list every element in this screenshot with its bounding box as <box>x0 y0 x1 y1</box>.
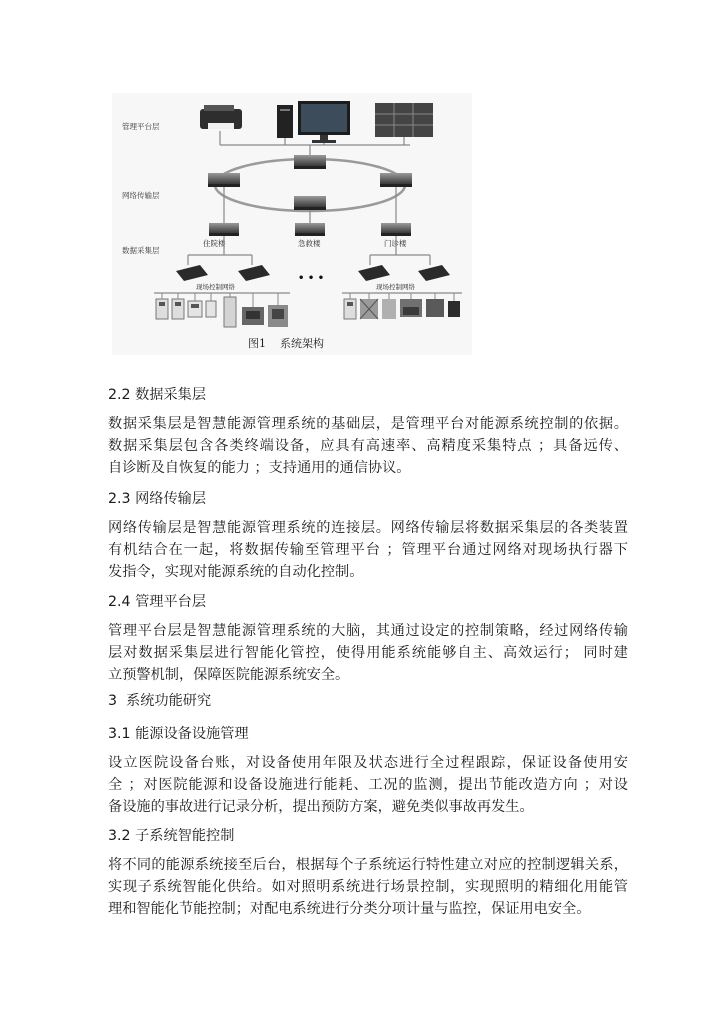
field-network-label-left: 现场控制网络 <box>196 283 235 291</box>
building-label-c: 门诊楼 <box>384 239 407 248</box>
building-switch-c-icon <box>381 223 411 236</box>
cabinet-icon <box>224 297 236 327</box>
system-architecture-figure <box>112 93 472 355</box>
core-switch-icon <box>294 155 326 169</box>
equipment-photo-icon <box>448 301 460 317</box>
equipment-photo-icon <box>360 299 378 319</box>
section-heading-3-1: 3.1 能源设备设施管理 <box>108 726 249 742</box>
building-switch-a-icon <box>209 223 239 236</box>
paragraph-line: 理和智能化节能控制；对配电系统进行分类分项计量与监控，保证用电安全。 <box>108 901 591 917</box>
equipment-photo-icon <box>426 299 444 317</box>
ring-switch-bottom-icon <box>294 196 326 210</box>
paragraph-line: 有机结合在一起，将数据传输至管理平台 ；管理平台通过网络对现场执行器下 <box>108 542 628 558</box>
layer-label-network: 网络传输层 <box>122 191 160 200</box>
meter-icon <box>188 301 202 317</box>
ellipsis: • • • <box>298 273 325 284</box>
paragraph-line: 发指令，实现对能源系统的自动化控制。 <box>108 564 364 580</box>
video-wall-icon <box>375 103 433 137</box>
layer-label-management: 管理平台层 <box>122 122 160 131</box>
meter-icon <box>172 299 184 319</box>
section-heading-2-2: 2.2 数据采集层 <box>108 387 207 403</box>
paragraph-line: 备设施的事故进行记录分析，提出预防方案，避免类似事故再发生。 <box>108 799 534 815</box>
ring-switch-left-icon <box>208 173 240 187</box>
section-3-2-paragraph <box>108 854 628 920</box>
meter-icon <box>206 301 216 317</box>
paragraph-line: 实现子系统智能化供给。如对照明系统进行场景控制，实现照明的精细化用能管 <box>108 879 628 895</box>
section-2-2-paragraph <box>108 413 628 479</box>
paragraph-line: 管理平台层是智慧能源管理系统的大脑，其通过设定的控制策略，经过网络传输 <box>108 623 628 639</box>
paragraph-line: 将不同的能源系统接至后台，根据每个子系统运行特性建立对应的控制逻辑关系， <box>108 857 628 873</box>
section-heading-2-3: 2.3 网络传输层 <box>108 491 207 507</box>
section-heading-2-4: 2.4 管理平台层 <box>108 594 207 610</box>
ring-switch-right-icon <box>380 173 412 187</box>
building-switch-b-icon <box>295 223 325 236</box>
paragraph-line: 层对数据采集层进行智能化管控，使得用能系统能够自主、高效运行； 同时建 <box>108 645 628 661</box>
meter-icon <box>344 299 356 319</box>
equipment-photo-icon <box>382 299 396 319</box>
meter-icon <box>156 299 168 319</box>
paragraph-line: 自诊断及自恢复的能力 ；支持通用的通信协议。 <box>108 460 411 476</box>
section-2-4-paragraph <box>108 620 628 686</box>
paragraph-line: 立预警机制，保障医院能源系统安全。 <box>108 667 350 683</box>
section-heading-3: 3 系统功能研究 <box>108 693 212 709</box>
paragraph-line: 数据采集层包含各类终端设备，应具有高速率、高精度采集特点 ；具备远传、 <box>108 438 628 454</box>
layer-label-acquisition: 数据采集层 <box>122 246 160 255</box>
computer-tower-icon <box>277 105 293 138</box>
building-label-b: 急救楼 <box>298 239 321 248</box>
equipment-photo-icon <box>242 307 264 325</box>
figure-caption: 图1 系统架构 <box>248 337 324 350</box>
equipment-photo-icon <box>268 305 288 327</box>
paragraph-line: 数据采集层是智慧能源管理系统的基础层，是管理平台对能源系统控制的依据。 <box>108 416 628 432</box>
section-2-3-paragraph <box>108 517 628 583</box>
section-heading-3-2: 3.2 子系统智能控制 <box>108 828 235 844</box>
paragraph-line: 全 ；对医院能源和设备设施进行能耗、工况的监测，提出节能改造方向 ；对设 <box>108 777 628 793</box>
section-3-1-paragraph <box>108 752 628 818</box>
paragraph-line: 网络传输层是智慧能源管理系统的连接层。网络传输层将数据采集层的各类装置 <box>108 520 628 536</box>
equipment-photo-icon <box>400 299 422 317</box>
building-label-a: 住院楼 <box>203 239 226 248</box>
field-network-label-right: 现场控制网络 <box>376 283 415 291</box>
paragraph-line: 设立医院设备台账，对设备使用年限及状态进行全过程跟踪，保证设备使用安 <box>108 755 628 771</box>
